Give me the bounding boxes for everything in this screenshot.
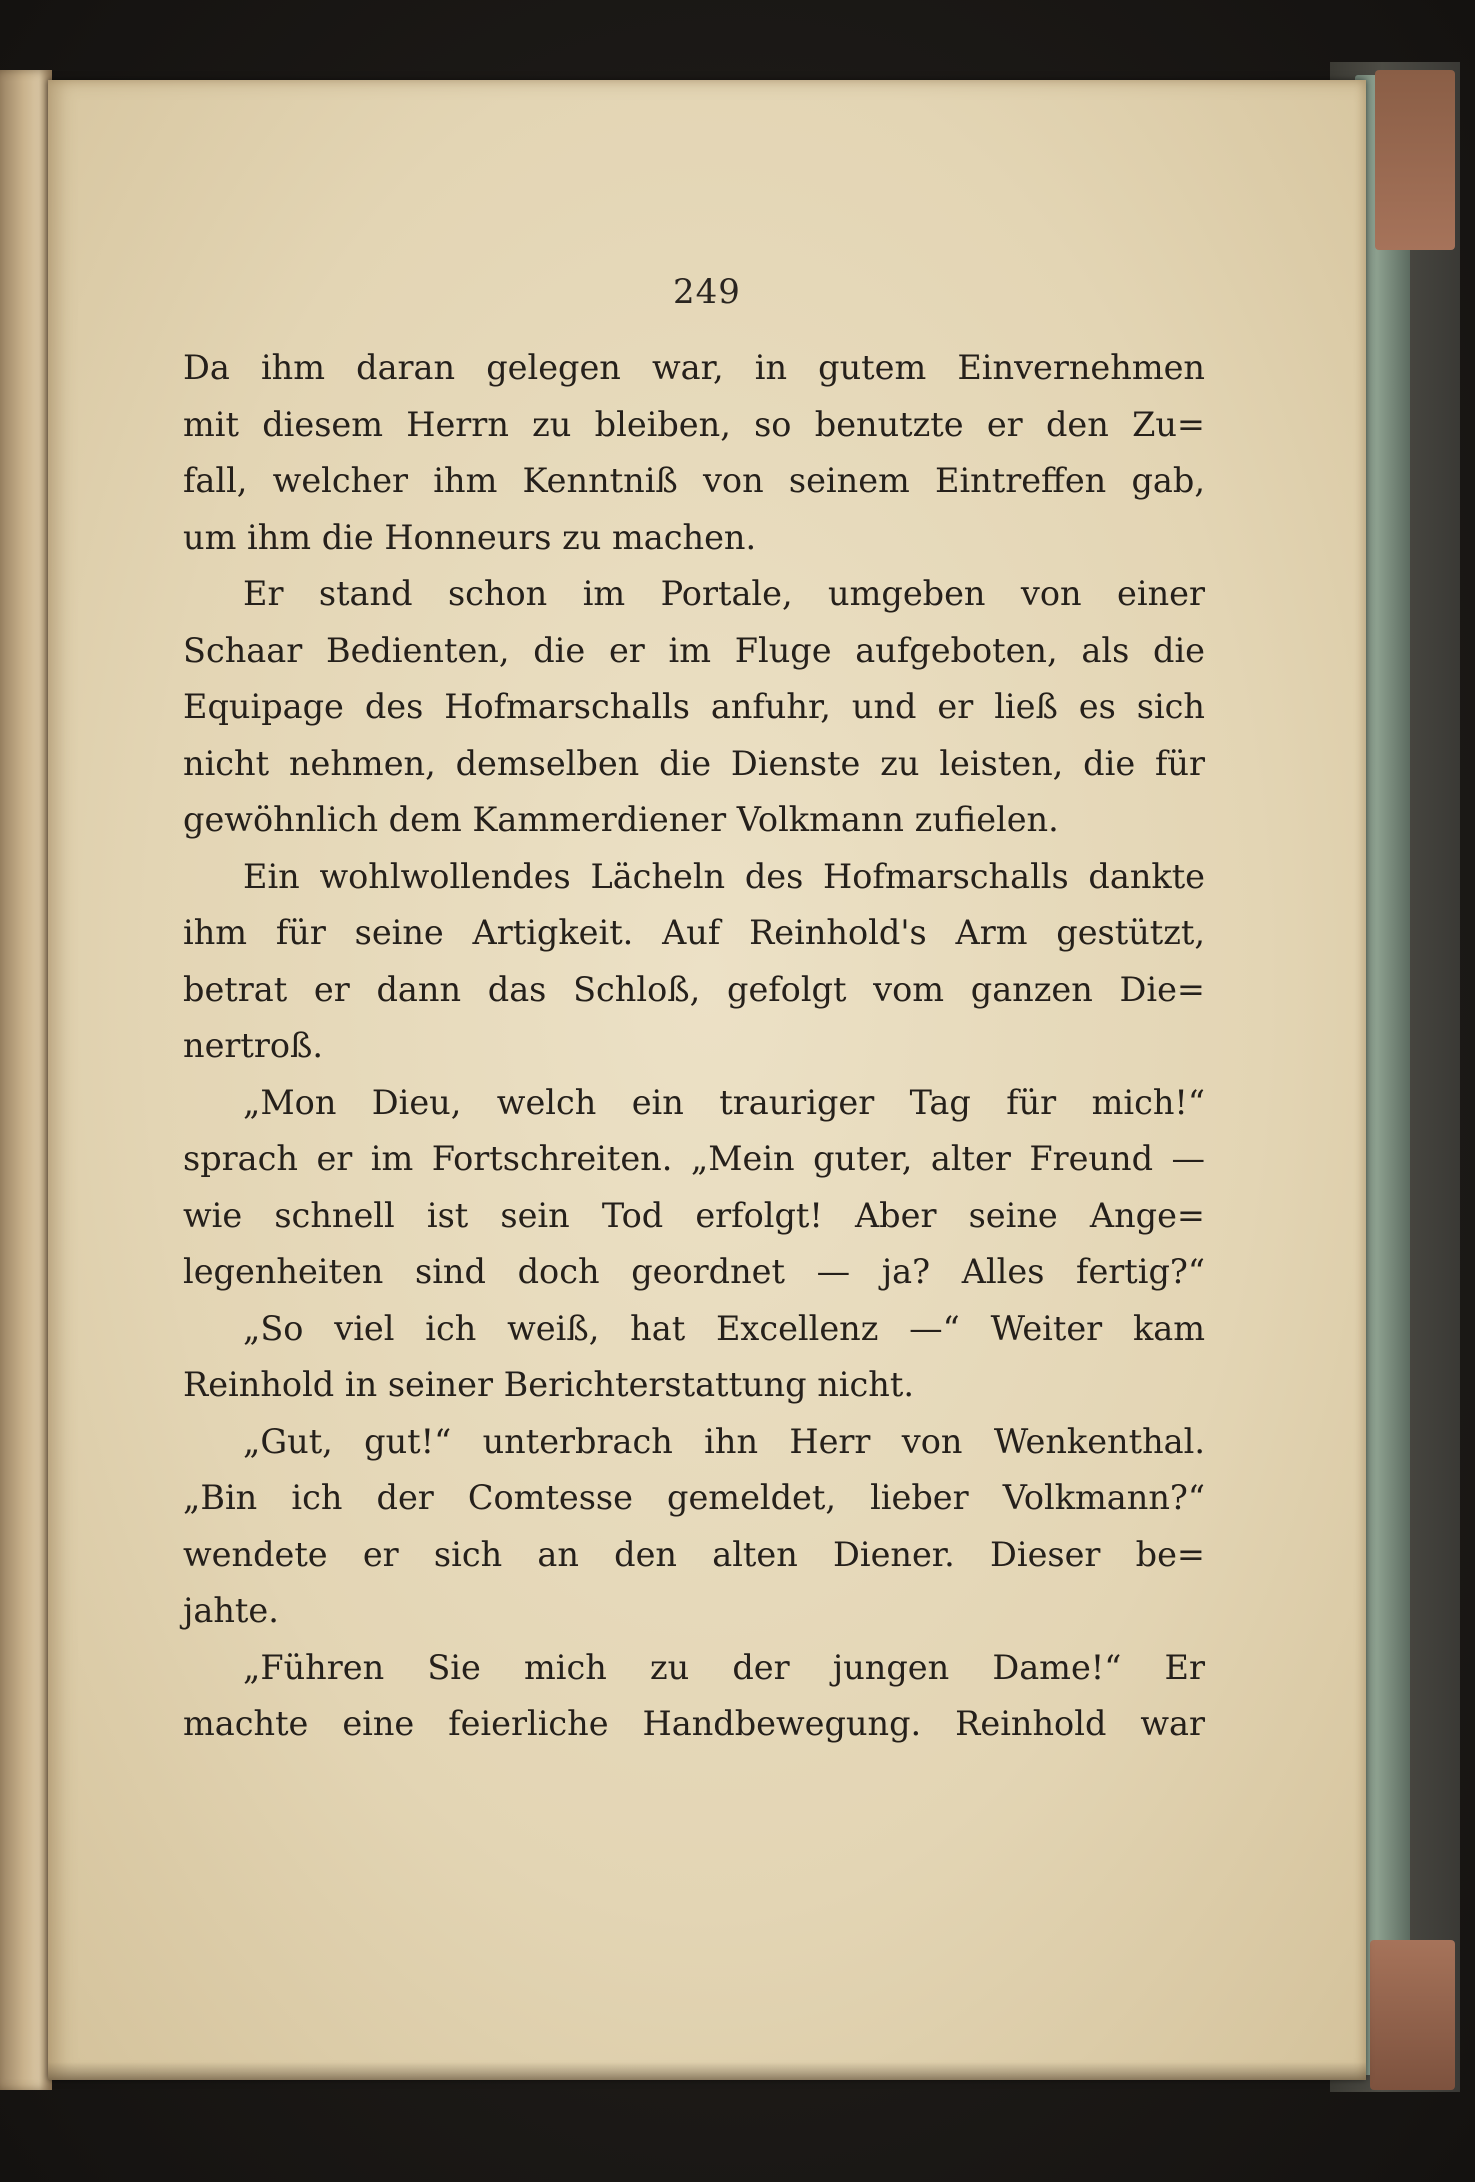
text-line: Ein wohlwollendes Lächeln des Hofmarschalls dankte [243, 856, 1205, 896]
text-line: nicht nehmen, demselben die Dienste zu leisten, die für [183, 743, 1205, 783]
text-line: Er stand schon im Portale, umgeben von einer [243, 574, 1205, 613]
text-line: wendete er sich an den alten Diener. Dieser be= [183, 1534, 1205, 1574]
text-line: „So viel ich weiß, hat Excellenz —“ Weiter kam [243, 1308, 1205, 1348]
page-bottom-shadow [48, 2062, 1366, 2080]
page-text [183, 340, 1205, 1753]
text-line: nertroß. [183, 1026, 324, 1065]
text-line: „Gut, gut!“ unterbrach ihn Herr von Wenkenthal. [243, 1421, 1205, 1461]
text-line: Reinhold in seiner Berichterstattung nicht. [183, 1365, 914, 1404]
text-line: „Führen Sie mich zu der jungen Dame!“ Er [243, 1647, 1205, 1687]
text-line: gewöhnlich dem Kammerdiener Volkmann zufielen. [183, 800, 1059, 839]
text-line: Equipage des Hofmarschalls anfuhr, und er ließ es sich [183, 687, 1205, 726]
page-number: 249 [673, 272, 741, 312]
text-line: „Mon Dieu, welch ein trauriger Tag für mich!“ [243, 1082, 1205, 1122]
cover-corner-top [1375, 70, 1455, 250]
text-line: „Bin ich der Comtesse gemeldet, lieber Volkmann?“ [183, 1478, 1205, 1517]
text-line: Schaar Bedienten, die er im Fluge aufgeboten, als die [183, 630, 1205, 670]
text-line: ihm für seine Artigkeit. Auf Reinhold's Arm gestützt, [183, 913, 1205, 952]
text-line: sprach er im Fortschreiten. „Mein guter, alter Freund — [183, 1139, 1205, 1178]
text-line: mit diesem Herrn zu bleiben, so benutzte er den Zu= [183, 404, 1205, 444]
text-line: Da ihm daran gelegen war, in gutem Einvernehmen [183, 348, 1205, 387]
previous-page-edge [0, 70, 52, 2090]
text-line: betrat er dann das Schloß, gefolgt vom ganzen Die= [183, 969, 1205, 1009]
text-line: legenheiten sind doch geordnet — ja? Alles fertig?“ [183, 1252, 1205, 1291]
text-line: fall, welcher ihm Kenntniß von seinem Eintreffen gab, [183, 461, 1205, 500]
text-line: machte eine feierliche Handbewegung. Reinhold war [183, 1704, 1205, 1743]
book-page [48, 80, 1366, 2080]
cover-corner-bottom [1370, 1940, 1455, 2090]
text-line: jahte. [183, 1591, 279, 1630]
text-line: um ihm die Honneurs zu machen. [183, 517, 757, 557]
text-line: wie schnell ist sein Tod erfolgt! Aber seine Ange= [183, 1195, 1205, 1235]
